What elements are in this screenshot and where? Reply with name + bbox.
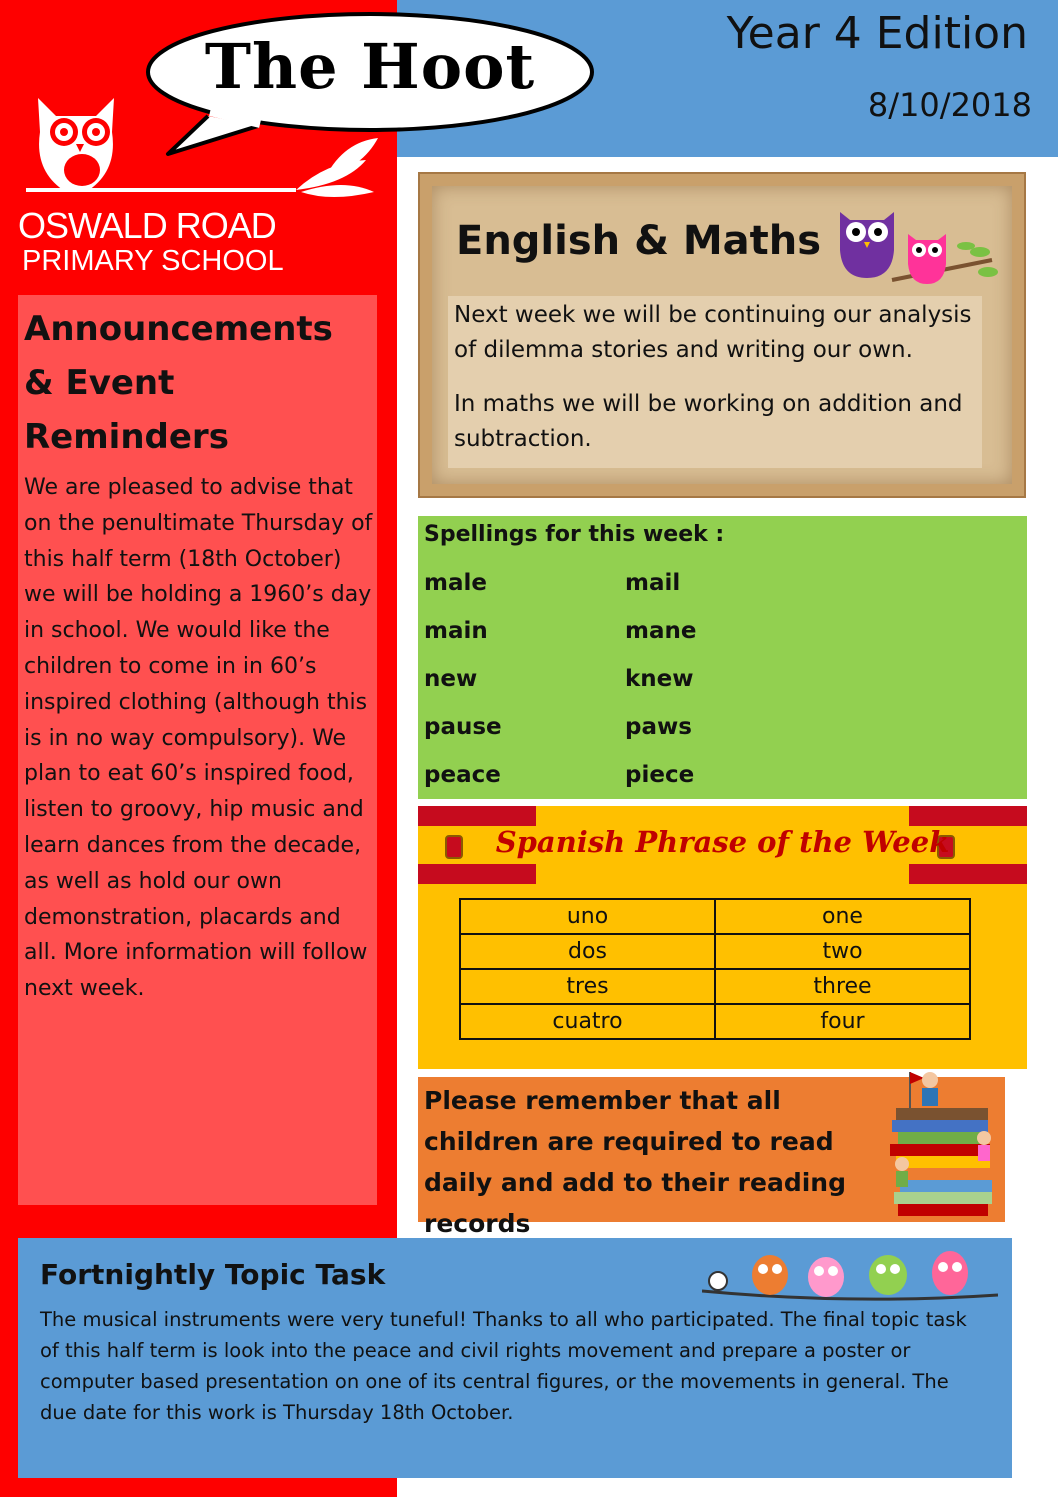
english-word: two <box>715 934 970 969</box>
book-stack-icon <box>888 1068 1000 1220</box>
school-name-line2: PRIMARY SCHOOL <box>22 245 284 277</box>
owl-logo-icon <box>26 92 386 202</box>
spelling-word: piece <box>625 762 695 788</box>
english-word: four <box>715 1004 970 1039</box>
english-paragraph: Next week we will be continuing our analysis of dilemma stories and writing our own. <box>454 302 972 363</box>
spanish-word: cuatro <box>460 1004 715 1039</box>
topic-task-title: Fortnightly Topic Task <box>40 1258 386 1291</box>
spelling-word: knew <box>625 666 694 692</box>
edition-label: Year 4 Edition <box>726 8 1028 59</box>
spellings-heading: Spellings for this week : <box>424 522 725 547</box>
spelling-word: main <box>424 618 488 644</box>
spelling-word: paws <box>625 714 692 740</box>
spelling-word: new <box>424 666 478 692</box>
english-word: three <box>715 969 970 1004</box>
announcements-body: We are pleased to advise that on the penultimate Thursday of this half term (18th October) we will be holding a 1960’s day in school. We would like the children to come in in 60’s inspired clothing (although this is in no way compulsory). We plan to eat 60’s inspired food, listen to groovy, hip music and learn dances from the decade, as well as hold our own demonstration, placards and all. More information will follow next week. <box>24 475 373 1002</box>
spellings-panel <box>418 516 1027 799</box>
english-maths-title: English & Maths <box>456 218 822 264</box>
school-name-line1: OSWALD ROAD <box>18 205 276 246</box>
announcements-title: Announcements & Event Reminders <box>24 309 333 457</box>
spanish-word: tres <box>460 969 715 1004</box>
topic-task-body: The musical instruments were very tuneful! Thanks to all who participated. The final topic task of this half term is look into the peace and civil rights movement and prepare a poster or computer based presentation on one of its central figures, or the movements in general. The due date for this work is Thursday 18th October. <box>40 1308 967 1424</box>
spanish-word: uno <box>460 899 715 934</box>
spanish-title: Spanish Phrase of the Week <box>495 825 950 859</box>
owls-row-icon <box>702 1245 998 1309</box>
spanish-word: dos <box>460 934 715 969</box>
table-row <box>460 899 970 934</box>
spelling-word: mane <box>625 618 697 644</box>
table-row <box>460 1004 970 1039</box>
spanish-table <box>459 898 971 1040</box>
newsletter-title: The Hoot <box>204 30 536 103</box>
owls-on-branch-icon <box>832 200 1002 300</box>
issue-date: 8/10/2018 <box>867 86 1032 124</box>
table-row <box>460 969 970 1004</box>
spelling-word: pause <box>424 714 502 740</box>
reading-reminder-text: Please remember that all children are required to read daily and add to their reading records <box>424 1086 846 1238</box>
spelling-word: peace <box>424 762 501 788</box>
spelling-word: mail <box>625 570 681 596</box>
maths-paragraph: In maths we will be working on addition and subtraction. <box>454 391 963 452</box>
english-word: one <box>715 899 970 934</box>
spelling-word: male <box>424 570 487 596</box>
table-row <box>460 934 970 969</box>
